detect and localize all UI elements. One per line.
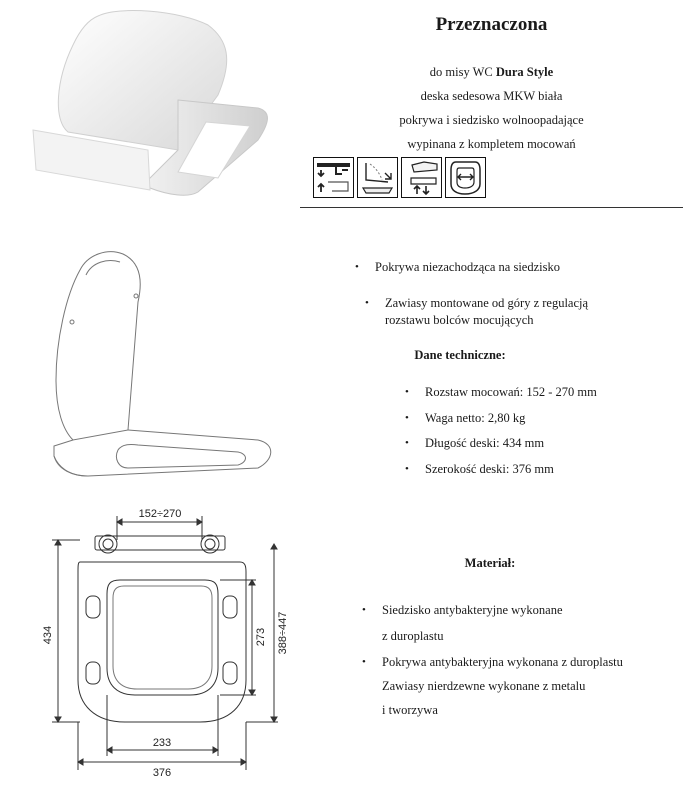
spec-text: Długość deski: 434 mm: [425, 436, 545, 450]
bullet-icon: •: [405, 412, 409, 424]
feature-text: Pokrywa niezachodząca na siedzisko: [375, 260, 560, 274]
description-prefix: do misy WC: [429, 65, 496, 79]
bullet-icon: •: [405, 437, 409, 449]
dim-hole-range: 388÷447: [277, 611, 289, 655]
technical-drawing: [40, 500, 300, 800]
material-text: Zawiasy nierdzewne wykonane z metalu: [382, 679, 586, 693]
material-heading: Materiał:: [464, 556, 516, 570]
antibacterial-seat-icon: [445, 157, 486, 198]
material-text: i tworzywa: [382, 703, 438, 717]
material-text: Pokrywa antybakteryjna wykonana z duroplastu: [382, 655, 623, 669]
product-title: Przeznaczona: [435, 14, 548, 35]
dim-width: 376: [152, 767, 172, 779]
dim-inner-height: 273: [255, 627, 267, 647]
header-divider: [300, 207, 683, 208]
material-text: Siedzisko antybakteryjne wykonane: [382, 603, 563, 617]
bullet-icon: •: [355, 261, 359, 273]
seat-side-drawing: [28, 240, 288, 485]
bullet-icon: •: [405, 463, 409, 475]
bullet-icon: •: [362, 656, 366, 668]
spec-text: Rozstaw mocowań: 152 - 270 mm: [425, 385, 597, 399]
technical-heading: Dane techniczne:: [414, 348, 506, 362]
bowl-model-name: Dura Style: [495, 65, 554, 79]
description-line: wypinana z kompletem mocowań: [407, 137, 576, 151]
feature-text: Zawiasy montowane od góry z regulacją: [385, 296, 589, 310]
soft-close-icon: [357, 157, 398, 198]
lift-off-seat-icon: [401, 157, 442, 198]
dim-length: 434: [42, 625, 54, 645]
description-line-bowl: [300, 60, 683, 84]
spec-text: Szerokość deski: 376 mm: [425, 462, 554, 476]
dim-inner-width: 233: [152, 737, 172, 749]
bullet-icon: •: [365, 297, 369, 309]
bullet-icon: •: [362, 604, 366, 616]
product-photo: [28, 0, 273, 205]
top-mount-hinge-icon: [313, 157, 354, 198]
feature-icons: [313, 157, 486, 198]
bullet-icon: •: [405, 386, 409, 398]
material-text: z duroplastu: [382, 629, 444, 643]
feature-text: rozstawu bolców mocujących: [385, 313, 534, 327]
product-description: [300, 60, 683, 156]
description-line: deska sedesowa MKW biała: [420, 89, 563, 103]
spec-text: Waga netto: 2,80 kg: [425, 411, 526, 425]
dim-hinge-spacing: 152÷270: [138, 508, 182, 520]
description-line: pokrywa i siedzisko wolnoopadające: [399, 113, 584, 127]
